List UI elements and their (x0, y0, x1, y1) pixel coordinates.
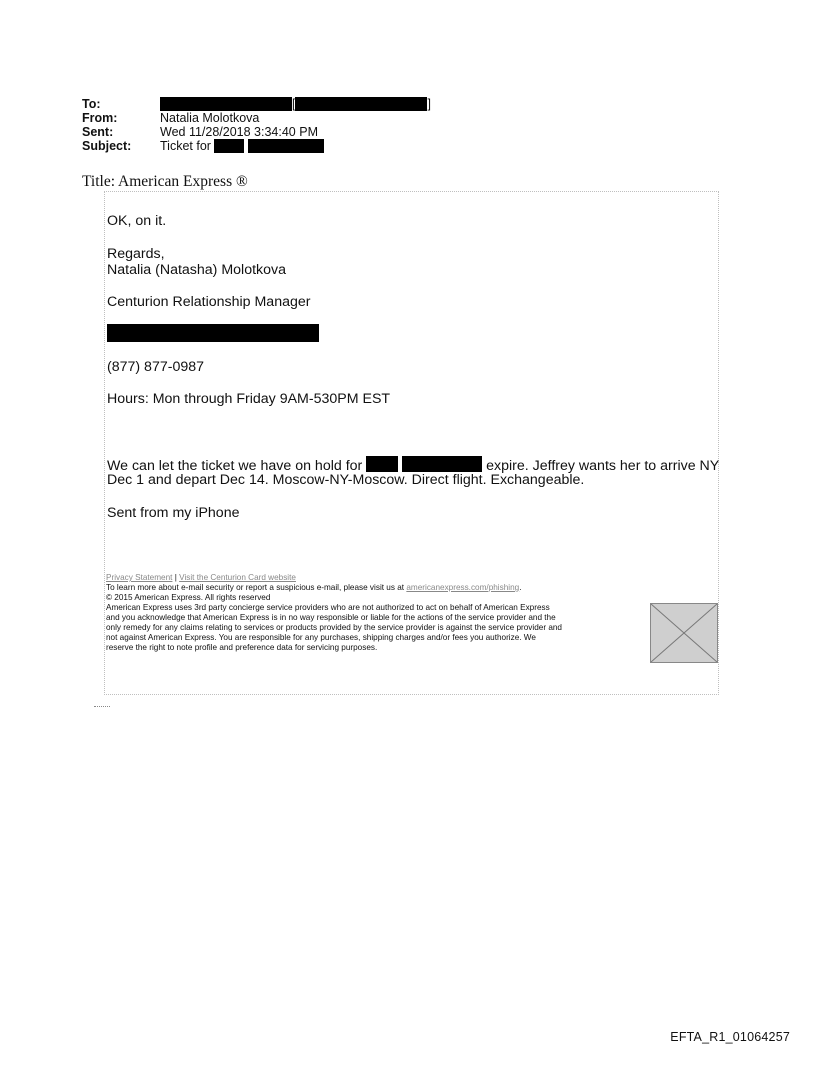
copyright: © 2015 American Express. All rights reserved (106, 593, 271, 602)
sent-label: Sent: (82, 125, 114, 139)
bracket-close: ] (427, 97, 431, 111)
page-mark (94, 706, 110, 707)
broken-image-placeholder-icon (650, 603, 718, 663)
security-text: To learn more about e-mail security or report a suspicious e-mail, please visit us at (106, 583, 405, 592)
security-line: To learn more about e-mail security or report a suspicious e-mail, please visit us at americanexpress.com/phishing. (106, 583, 522, 592)
footer-links (106, 573, 651, 583)
to-label: To: (82, 97, 101, 111)
redaction-block (248, 139, 324, 153)
legal-footer (106, 573, 651, 653)
disclaimer-line: reserve the right to note profile and preference data for servicing purposes. (106, 643, 378, 652)
subject-label: Subject: (82, 139, 132, 153)
redaction-block (366, 456, 398, 472)
subject-value: Ticket for (160, 139, 211, 153)
disclaimer-line: only remedy for any claims relating to services or products provided by the service provider is against the service provider and (106, 623, 562, 632)
document-id: EFTA_R1_01064257 (670, 1030, 790, 1044)
bracket-open: [ (292, 97, 296, 111)
redaction-block (214, 139, 244, 153)
from-value: Natalia Molotkova (160, 111, 260, 125)
centurion-website-link[interactable]: Visit the Centurion Card website (179, 573, 296, 582)
sender-title: Centurion Relationship Manager (107, 294, 311, 310)
body-line-ok: OK, on it. (107, 213, 167, 229)
redaction-block (402, 456, 482, 472)
sender-name: Natalia (Natasha) Molotkova (107, 262, 286, 278)
redaction-block (295, 97, 427, 111)
body-regards: Regards, (107, 246, 165, 262)
from-label: From: (82, 111, 118, 125)
link-separator: | (174, 573, 177, 582)
hours-text: Hours: Mon through Friday 9AM-530PM EST (107, 391, 391, 407)
redaction-block (107, 324, 319, 342)
privacy-statement-link[interactable]: Privacy Statement (106, 573, 173, 582)
sent-value: Wed 11/28/2018 3:34:40 PM (160, 125, 318, 139)
phone-number: (877) 877-0987 (107, 359, 205, 375)
message-line-2: Dec 1 and depart Dec 14. Moscow-NY-Moscow. Direct flight. Exchangeable. (107, 472, 585, 488)
sent-row (82, 125, 431, 139)
disclaimer-line: not against American Express. You are responsible for any purchases, shipping charges and/or fees you authorize. We (106, 633, 536, 642)
subject-row (82, 139, 431, 153)
phishing-link[interactable]: americanexpress.com/phishing (406, 583, 520, 592)
email-header (82, 97, 431, 153)
from-row (82, 111, 431, 125)
message-part-2: expire. Jeffrey wants her to arrive NY (486, 458, 720, 474)
message-title: Title: American Express ® (82, 173, 248, 190)
to-row (82, 97, 431, 111)
disclaimer-line: and you acknowledge that American Express is in no way responsible or liable for the actions of the service provider and the (106, 613, 556, 622)
disclaimer-line: American Express uses 3rd party concierge service providers who are not authorized to act on behalf of American Express (106, 603, 550, 612)
redaction-block (160, 97, 292, 111)
signature: Sent from my iPhone (107, 505, 240, 521)
message-part-1: We can let the ticket we have on hold for (107, 458, 363, 474)
